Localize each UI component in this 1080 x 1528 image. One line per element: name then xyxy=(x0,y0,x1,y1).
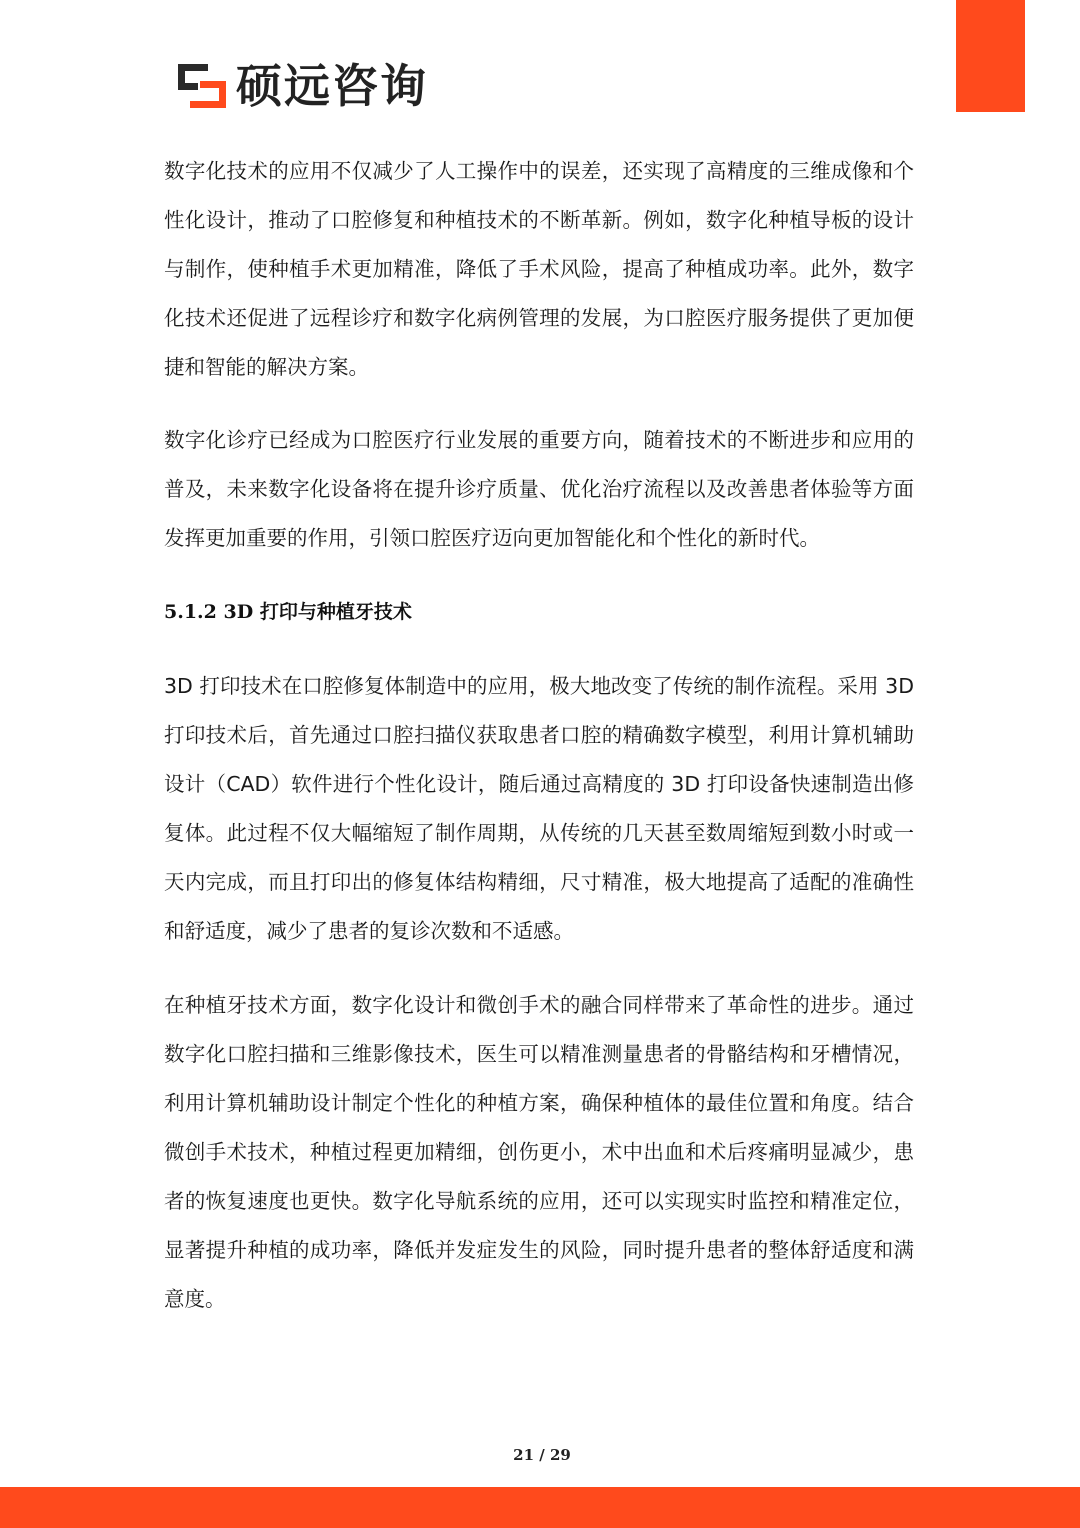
paragraph-implant-tech: 在种植牙技术方面，数字化设计和微创手术的融合同样带来了革命性的进步。通过数字化口腔扫描和三维影像技术，医生可以精准测量患者的骨骼结构和牙槽情况，利用计算机辅助设计制定个性化的种植方案，确保种植体的最佳位置和角度。结合微创手术技术，种植过程更加精细，创伤更小，术中出血和术后疼痛明显减少，患者的恢复速度也更快。数字化导航系统的应用，还可以实现实时监控和精准定位，显著提升种植的成功率，降低并发症发生的风险，同时提升患者的整体舒适度和满意度。 xyxy=(164,993,914,1311)
s-logo-icon xyxy=(176,60,228,112)
footer-accent-bar xyxy=(0,1487,1080,1528)
brand-logo xyxy=(176,58,428,114)
document-body xyxy=(164,147,914,1324)
paragraph-digital-tech: 数字化技术的应用不仅减少了人工操作中的误差，还实现了高精度的三维成像和个性化设计，推动了口腔修复和种植技术的不断革新。例如，数字化种植导板的设计与制作，使种植手术更加精准，降低了手术风险，提高了种植成功率。此外，数字化技术还促进了远程诊疗和数字化病例管理的发展，为口腔医疗服务提供了更加便捷和智能的解决方案。 xyxy=(164,159,914,379)
paragraph-digital-diagnosis: 数字化诊疗已经成为口腔医疗行业发展的重要方向，随着技术的不断进步和应用的普及，未来数字化设备将在提升诊疗质量、优化治疗流程以及改善患者体验等方面发挥更加重要的作用，引领口腔医疗迈向更加智能化和个性化的新时代。 xyxy=(164,428,914,550)
section-heading: 5.1.2 3D 打印与种植牙技术 xyxy=(164,601,412,623)
paragraph-3d-printing: 3D 打印技术在口腔修复体制造中的应用，极大地改变了传统的制作流程。采用 3D 打印技术后，首先通过口腔扫描仪获取患者口腔的精确数字模型，利用计算机辅助设计（CAD）软件进行个性化设计，随后通过高精度的 3D 打印设备快速制造出修复体。此过程不仅大幅缩短了制作周期，从传统的几天甚至数周缩短到数小时或一天内完成，而且打印出的修复体结构精细，尺寸精准，极大地提高了适配的准确性和舒适度，减少了患者的复诊次数和不适感。 xyxy=(164,674,914,943)
brand-name: 硕远咨询 xyxy=(236,59,428,113)
page-number: 21 / 29 xyxy=(513,1446,571,1464)
corner-accent-block xyxy=(956,0,1025,112)
